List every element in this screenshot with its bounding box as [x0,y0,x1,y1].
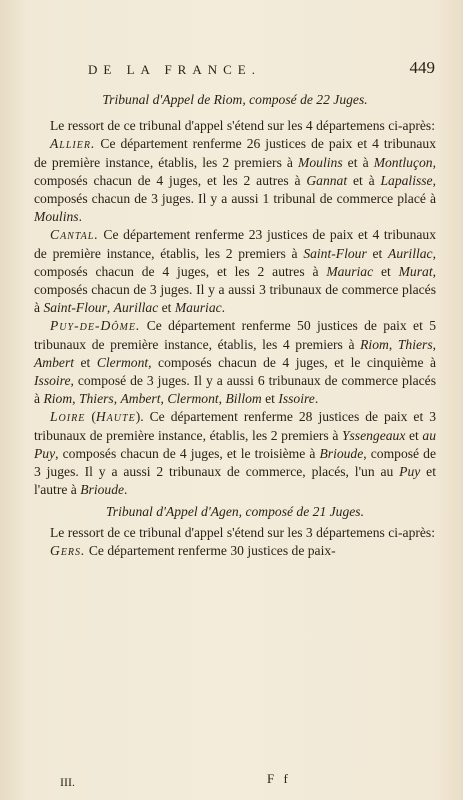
text-run: . [314,391,319,407]
text-run: Ce département renferme 26 justices de paix et 4 tribunaux de première instance, établis, les 2 premiers à [34,136,436,170]
paragraph-gers [34,542,436,560]
running-header [88,58,435,80]
department-name: Allier. [50,136,96,152]
place-name: Moulins [34,209,79,225]
signature-mark: F f [267,771,291,786]
place-name: Gannat [306,172,348,188]
department-qualifier: Haute [95,409,136,425]
running-title: DE LA FRANCE. [88,62,261,77]
text-run: Ce département renferme 50 justices de paix et 5 tribunaux de première instance, établis, les 4 premiers à [34,318,436,352]
place-name: Saint-Flour [43,300,107,316]
text-run: Ce département renferme 23 justices de paix et 4 tribunaux de première instance, établis, les 2 premiers à [34,227,436,261]
section-title-riom: Tribunal d'Appel de Riom, composé de 22 Juges. [102,92,368,107]
text-run: et [373,263,399,279]
text-run: ). [135,409,150,425]
text-run: , [218,391,226,407]
text-run: et [261,391,279,407]
place-name: Yssengeaux [341,427,406,443]
section-title-agen: Tribunal d'Appel d'Agen, composé de 21 Juges. [105,504,364,520]
text-run: Ce département renferme 28 justices de paix et 3 tribunaux de première instance, établis, les 2 premiers à [34,409,437,443]
text-run: ( [85,409,96,425]
place-name: Puy [399,464,421,480]
text-run: et [74,354,97,370]
place-name: Moulins [298,154,343,170]
text-run: . [221,300,226,316]
place-name: Issoire [278,391,315,407]
paragraph-agen-intro: Le ressort de ce tribunal d'appel s'étend sur les 3 départemens ci-après: [50,524,435,540]
place-name: Ambert [120,391,161,407]
text-run: Ce département renferme 30 justices de paix- [85,542,336,558]
place-name: Lapalisse [380,172,433,188]
page-number: 449 [409,58,435,77]
place-name: Murat [398,263,433,279]
place-name: Saint-Flour [303,245,367,261]
place-name: Ambert [34,354,75,370]
text-run: . [124,482,128,498]
paragraph-allier [34,135,436,226]
text-run: , [160,391,168,407]
place-name: Issoire [34,373,71,389]
paragraph-puy-de-dome [34,317,436,408]
text-run: , composés chacun de 3 juges. Il y a aussi 1 tribunal de commerce placé à [34,172,436,207]
text-run: , composés chacun de 4 juges, et les 2 autres à [34,154,436,188]
place-name: Riom [360,336,389,352]
paragraph-haute-loire [34,408,436,499]
text-run: et à [342,154,374,170]
text-run: , [113,391,121,407]
text-run: , composés chacun de 4 juges, et le troisième à [55,445,320,461]
text-run: et à [347,172,381,188]
place-name: Brioude [80,482,125,498]
text-run: et [405,427,423,443]
paragraph-riom-intro: Le ressort de ce tribunal d'appel s'étend sur les 4 départemens ci-après: [50,118,435,134]
place-name: au Puy [34,427,436,461]
text-run: et [366,245,389,261]
place-name: Riom [43,391,73,407]
place-name: Montluçon [373,154,433,170]
text-run: . [78,209,82,225]
place-name: Mauriac [174,300,222,316]
text-run: et l'autre à [34,464,436,498]
department-name: Puy-de-Dôme. [50,318,141,334]
page-body [34,91,436,560]
place-name: Clermont [96,354,149,370]
department-name: Loire [50,409,86,425]
text-run: , [432,336,437,352]
text-run: , [388,336,398,352]
department-name: Gers. [50,542,86,558]
volume-number: III. [60,775,75,789]
text-run: , composé de 3 juges. Il y a aussi 6 tribunaux de commerce placés à [34,373,436,407]
text-run: , composés chacun de 4 juges, et les 2 autres à [34,245,436,279]
text-run: , composés chacun de 3 juges. Il y a aussi 3 tribunaux de commerce placés à [34,263,436,316]
place-name: Billom [225,391,262,407]
place-name: Brioude [319,445,364,461]
text-run: , [72,391,79,407]
place-name: Clermont [167,391,219,407]
paragraph-cantal [34,226,436,317]
text-run: et [158,300,175,316]
place-name: Mauriac [326,263,374,279]
text-run: , composés chacun de 4 juges, et le cinquième à [148,354,436,370]
place-name: Thiers [397,336,433,352]
department-name: Cantal. [50,227,99,243]
place-name: Thiers [78,391,114,407]
place-name: Aurillac [388,245,433,261]
place-name: Aurillac [113,300,159,316]
text-run: , [106,300,114,316]
text-run: , composé de 3 juges. Il y a aussi 2 tribunaux de commerce, placés, l'un au [34,445,436,480]
